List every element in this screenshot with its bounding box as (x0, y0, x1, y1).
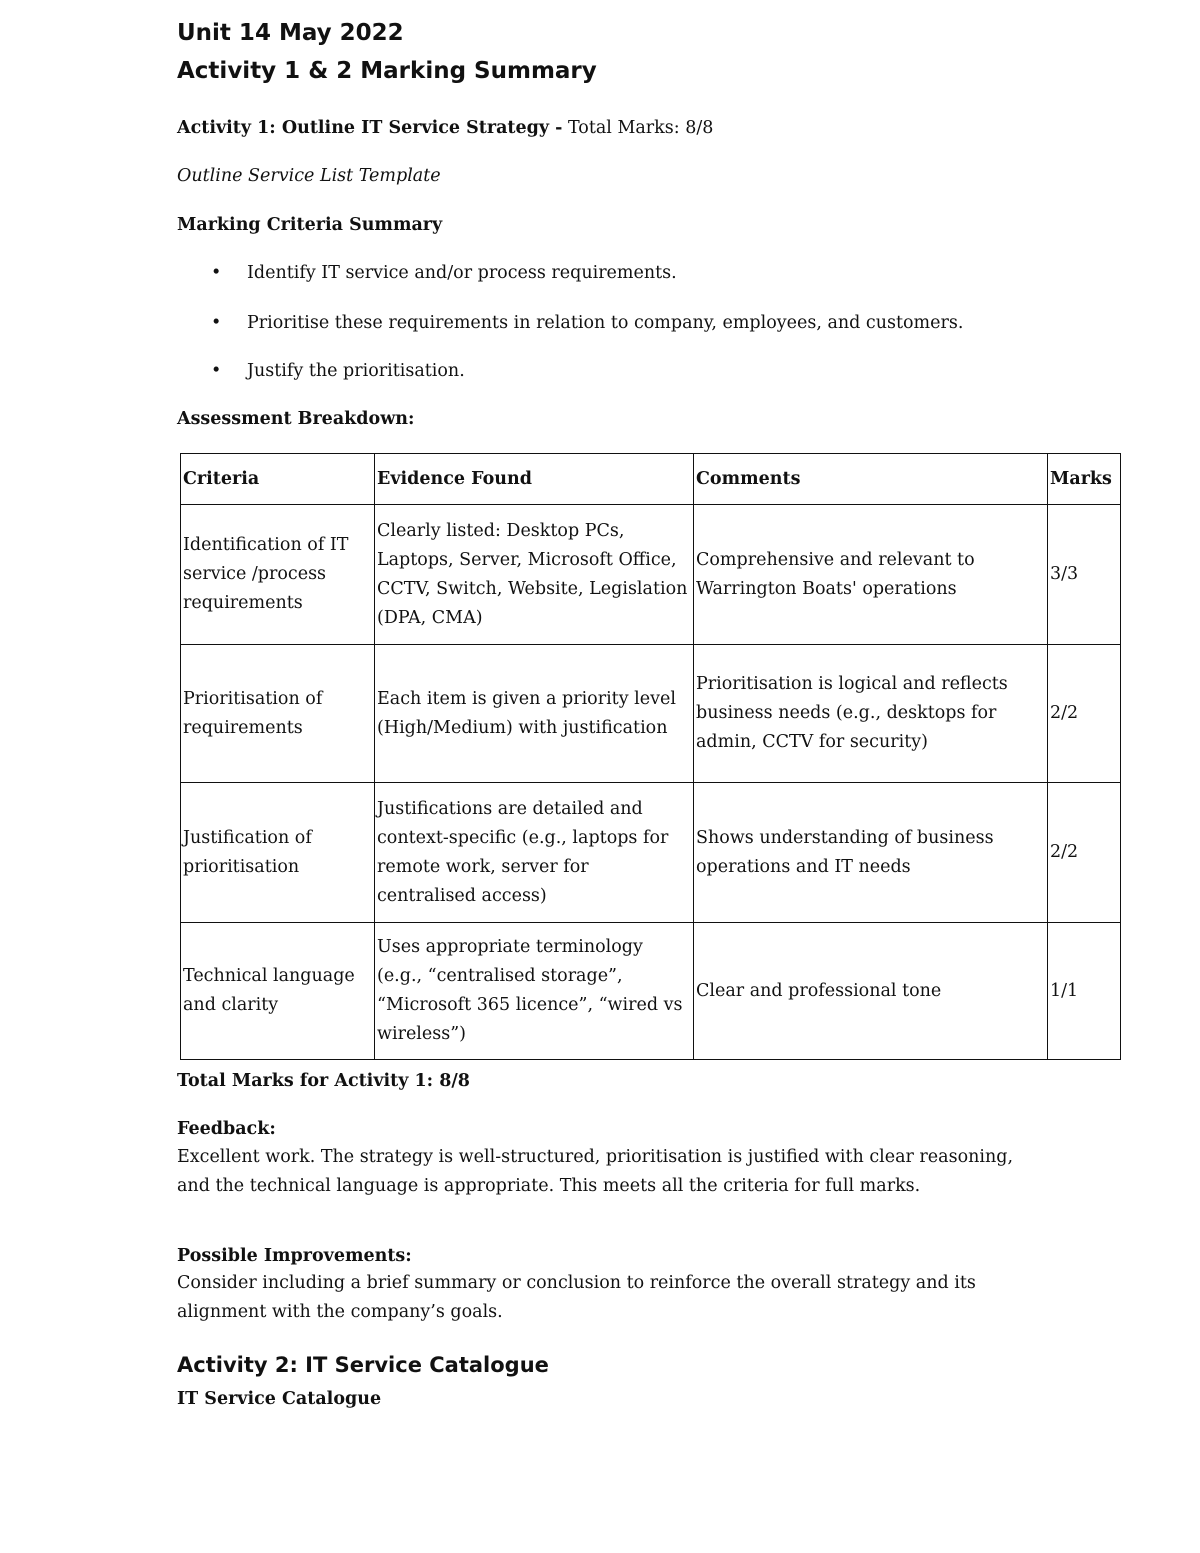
list-item: Identify IT service and/or process requirements. (247, 263, 677, 283)
evidence-cell: Clearly listed: Desktop PCs, Laptops, Server, Microsoft Office, CCTV, Switch, Website, Legislation (DPA, CMA) (375, 505, 694, 645)
improvements-text: Consider including a brief summary or conclusion to reinforce the overall strategy and its alignment with the company’s goals. (177, 1273, 976, 1322)
criteria-cell: Justification of prioritisation (181, 783, 375, 923)
feedback-text: Excellent work. The strategy is well-structured, prioritisation is justified with clear reasoning, and the technical language is appropriate. This meets all the criteria for full marks. (177, 1147, 1014, 1196)
marks-cell: 3/3 (1048, 505, 1121, 645)
evidence-cell: Uses appropriate terminology (e.g., “centralised storage”, “Microsoft 365 licence”, “wired vs wireless”) (375, 923, 694, 1060)
comments-cell: Prioritisation is logical and reflects business needs (e.g., desktops for admin, CCTV for security) (694, 645, 1048, 783)
bullet-icon: • (211, 263, 222, 283)
column-header-marks: Marks (1048, 454, 1121, 505)
assessment-breakdown-heading: Assessment Breakdown: (177, 409, 415, 429)
table-row (181, 645, 1121, 783)
document-subtitle: Activity 1 & 2 Marking Summary (177, 58, 597, 84)
column-header-criteria: Criteria (181, 454, 375, 505)
activity1-total: Total Marks for Activity 1: 8/8 (177, 1071, 470, 1091)
table-header-row (181, 454, 1121, 505)
comments-cell: Shows understanding of business operations and IT needs (694, 783, 1048, 923)
activity1-heading (177, 117, 713, 139)
activity2-subheading: IT Service Catalogue (177, 1389, 382, 1409)
comments-cell: Clear and professional tone (694, 923, 1048, 1060)
table-row (181, 923, 1121, 1060)
column-header-comments: Comments (694, 454, 1048, 505)
bullet-icon: • (211, 313, 222, 333)
criteria-cell: Prioritisation of requirements (181, 645, 375, 783)
assessment-table (180, 453, 1121, 1060)
comments-cell: Comprehensive and relevant to Warrington Boats' operations (694, 505, 1048, 645)
improvements-heading: Possible Improvements: (177, 1246, 412, 1266)
criteria-cell: Technical language and clarity (181, 923, 375, 1060)
evidence-cell: Each item is given a priority level (High/Medium) with justification (375, 645, 694, 783)
table-row (181, 783, 1121, 923)
column-header-evidence: Evidence Found (375, 454, 694, 505)
document-title: Unit 14 May 2022 (177, 20, 404, 46)
criteria-cell: Identification of IT service /process requirements (181, 505, 375, 645)
feedback-heading: Feedback: (177, 1119, 276, 1139)
activity1-heading-title: Activity 1: Outline IT Service Strategy - (177, 118, 563, 138)
bullet-icon: • (211, 361, 222, 381)
list-item: Justify the prioritisation. (247, 361, 465, 381)
activity1-total-marks: Total Marks: 8/8 (567, 118, 714, 138)
template-name: Outline Service List Template (177, 166, 441, 186)
criteria-summary-heading: Marking Criteria Summary (177, 215, 443, 235)
list-item: Prioritise these requirements in relation to company, employees, and customers. (247, 313, 964, 333)
activity2-heading: Activity 2: IT Service Catalogue (177, 1353, 549, 1377)
marks-cell: 2/2 (1048, 645, 1121, 783)
marks-cell: 1/1 (1048, 923, 1121, 1060)
evidence-cell: Justifications are detailed and context-specific (e.g., laptops for remote work, server for centralised access) (375, 783, 694, 923)
table-row (181, 505, 1121, 645)
marks-cell: 2/2 (1048, 783, 1121, 923)
